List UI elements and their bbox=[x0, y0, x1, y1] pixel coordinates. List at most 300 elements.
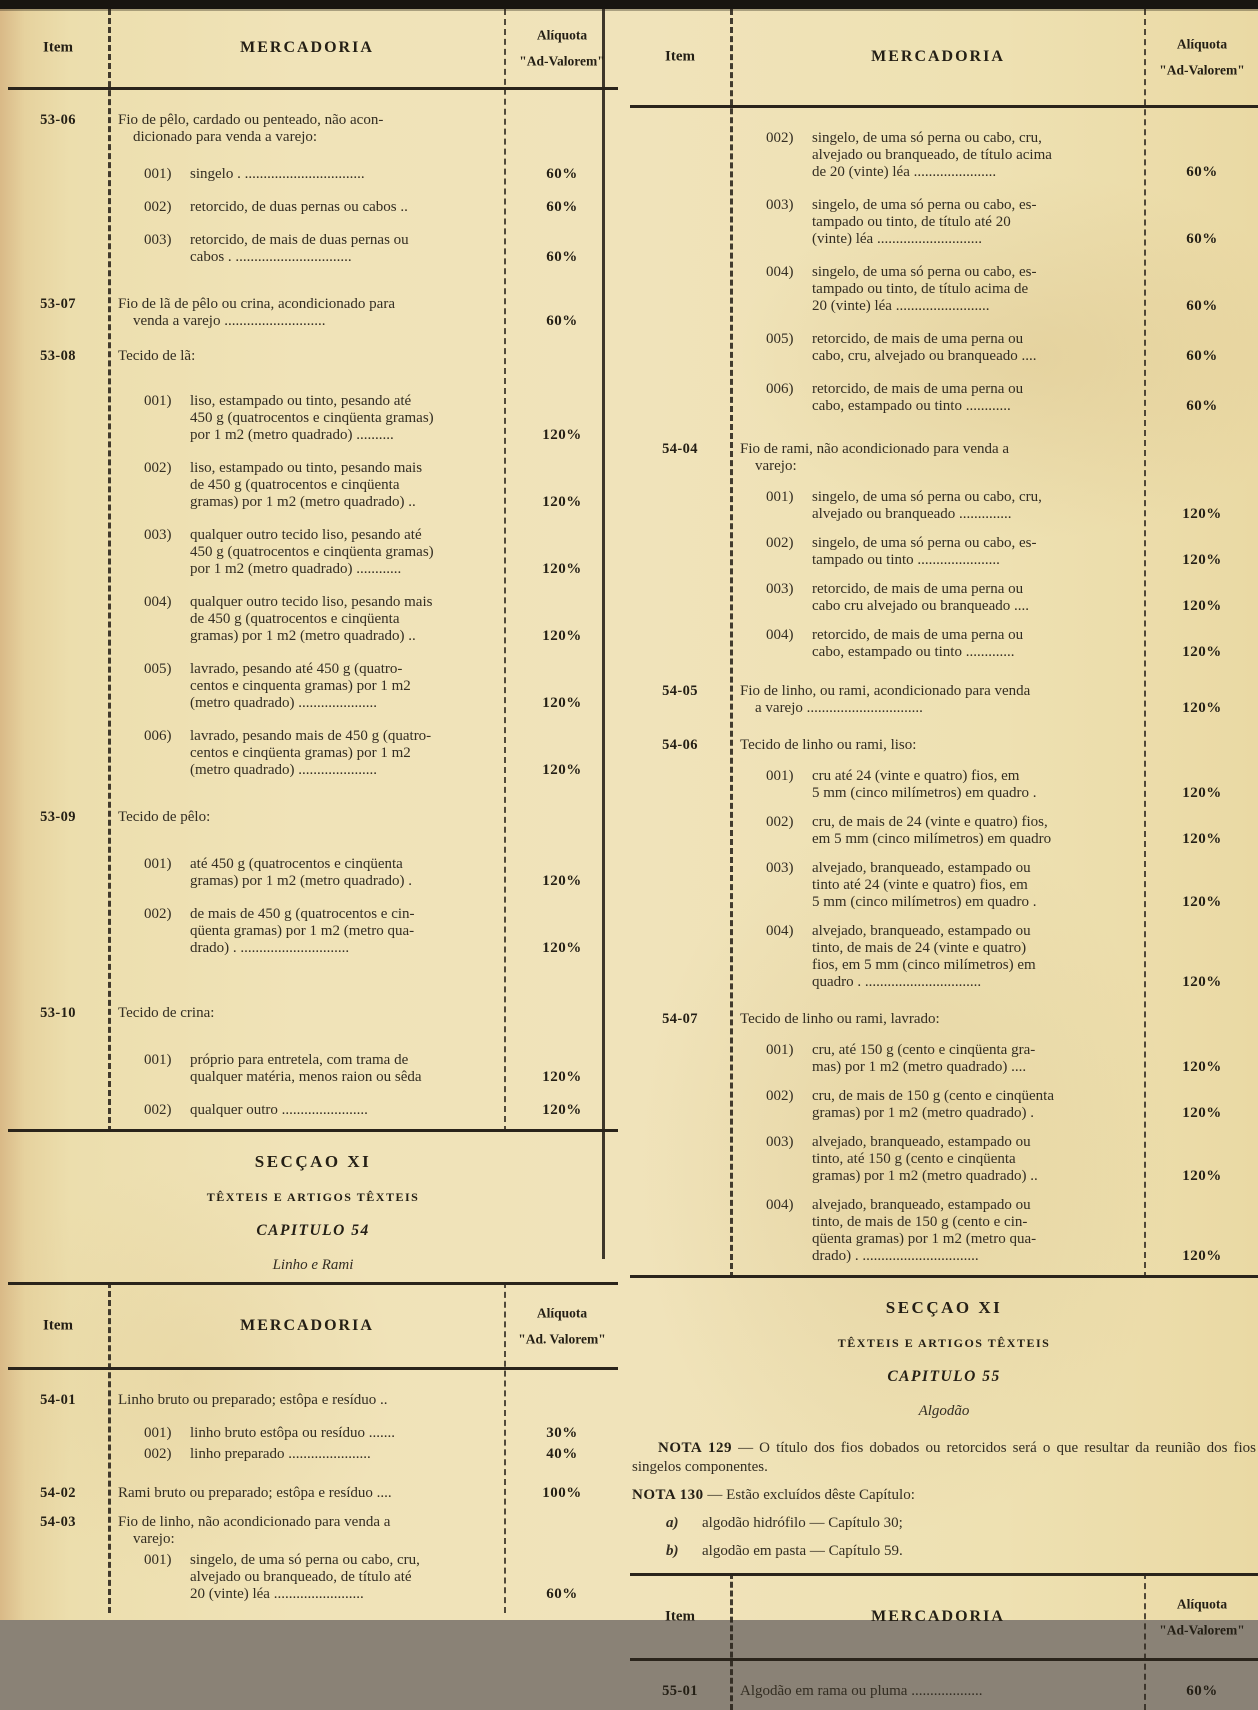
header-item-label: Item bbox=[665, 1608, 695, 1625]
sub-item-number: 002) bbox=[766, 814, 794, 830]
main-text bbox=[118, 809, 506, 826]
sub-item-wrap bbox=[740, 381, 1146, 415]
item-description bbox=[730, 737, 1258, 991]
note-list-text: algodão em pasta — Capítulo 59. bbox=[702, 1543, 903, 1559]
entry-group bbox=[118, 661, 618, 712]
tariff-table bbox=[630, 9, 1258, 1278]
main-text bbox=[118, 1005, 506, 1022]
entry-group bbox=[740, 130, 1258, 181]
header-aliquota-label bbox=[1146, 1591, 1258, 1642]
item-number: 54-02 bbox=[40, 1485, 76, 1501]
sub-item-wrap bbox=[118, 199, 506, 216]
description-line: Fio de rami, não acondicionado para venda a bbox=[740, 441, 1010, 457]
item-number bbox=[630, 130, 730, 415]
description-line: lavrado, pesando mais de 450 g (quatro- bbox=[190, 728, 432, 744]
main-text bbox=[118, 1392, 506, 1409]
description-line: (vinte) léa ............................ bbox=[812, 231, 982, 247]
description-line: tinto, de mais de 150 g (cento e cin- bbox=[812, 1214, 1028, 1230]
tariff-row bbox=[630, 130, 1258, 415]
description-line: de mais de 450 g (quatrocentos e cin- bbox=[190, 906, 415, 922]
description-line: gramas) por 1 m2 (metro quadrado) . bbox=[190, 873, 413, 889]
sub-item bbox=[740, 1197, 1146, 1265]
description-line: gramas) por 1 m2 (metro quadrado) . bbox=[812, 1105, 1035, 1121]
tariff-table bbox=[8, 9, 618, 1132]
entry-group bbox=[740, 264, 1258, 315]
header-aliquota-line2: "Ad-Valorem" bbox=[519, 53, 605, 68]
tariff-row bbox=[8, 1005, 618, 1119]
sub-item-lines bbox=[190, 166, 506, 183]
sub-item-wrap bbox=[740, 768, 1146, 802]
description-line: tinto, até 150 g (cento e cinqüenta bbox=[812, 1151, 1016, 1167]
sub-item-wrap bbox=[118, 856, 506, 890]
sub-item-lines bbox=[190, 1052, 506, 1086]
sub-item-lines bbox=[812, 264, 1146, 315]
description-line: qüenta gramas) por 1 m2 (metro qua- bbox=[190, 923, 415, 939]
rate-value: 30% bbox=[546, 1425, 578, 1441]
table-body bbox=[8, 1370, 618, 1613]
description-line: 450 g (quatrocentos e cinqüenta gramas) bbox=[190, 410, 434, 426]
header-aliquota-line1: Alíquota bbox=[1176, 36, 1228, 52]
description-line: alvejado, branqueado, estampado ou bbox=[812, 1134, 1031, 1150]
sub-item bbox=[740, 814, 1146, 848]
sub-item-lines bbox=[190, 199, 506, 216]
description-line: retorcido, de mais de uma perna ou bbox=[812, 581, 1024, 597]
entry-group bbox=[118, 460, 618, 511]
entry-group bbox=[740, 683, 1258, 717]
rate-value: 120% bbox=[542, 695, 582, 711]
description-line: singelo, de uma só perna ou cabo, es- bbox=[812, 535, 1037, 551]
sub-item-number: 001) bbox=[144, 1552, 172, 1568]
sub-item-wrap bbox=[740, 581, 1146, 615]
item-number: 53-07 bbox=[40, 296, 76, 312]
header-aliquota-label bbox=[1146, 31, 1258, 82]
description-line: cru, de mais de 150 g (cento e cinqüenta bbox=[812, 1088, 1054, 1104]
description-line: por 1 m2 (metro quadrado) ............ bbox=[190, 561, 402, 577]
sub-item-wrap bbox=[118, 166, 506, 183]
entry-group bbox=[740, 737, 1258, 754]
tariff-table bbox=[8, 1282, 618, 1613]
note-list-label: b) bbox=[666, 1543, 679, 1559]
rate-value: 120% bbox=[1182, 1168, 1222, 1184]
rate-value: 120% bbox=[542, 1069, 582, 1085]
sub-item-wrap bbox=[118, 1052, 506, 1086]
description-line: cru, de mais de 24 (vinte e quatro) fios, bbox=[812, 814, 1048, 830]
rate-value: 60% bbox=[546, 313, 578, 329]
entry-group bbox=[118, 1514, 618, 1548]
entry-group bbox=[118, 348, 618, 365]
sub-item-wrap bbox=[740, 264, 1146, 315]
rate-value: 120% bbox=[1182, 598, 1222, 614]
sub-item-lines bbox=[190, 728, 506, 779]
description-line: gramas) por 1 m2 (metro quadrado) .. bbox=[190, 494, 416, 510]
description-line: dicionado para venda a varejo: bbox=[133, 129, 318, 145]
sub-item-number: 001) bbox=[144, 166, 172, 182]
description-line: 20 (vinte) léa ......................... bbox=[812, 298, 990, 314]
main-text bbox=[740, 1683, 1146, 1700]
entry-group bbox=[118, 856, 618, 890]
sub-item-number: 003) bbox=[766, 197, 794, 213]
sub-item bbox=[118, 232, 506, 266]
description-line: drado) . ............................... bbox=[812, 1248, 979, 1264]
sub-item bbox=[740, 1134, 1146, 1185]
sub-item bbox=[118, 594, 506, 645]
main-text bbox=[118, 1485, 506, 1502]
sub-item-lines bbox=[190, 460, 506, 511]
description-line: Rami bruto ou preparado; estôpa e resíduo .... bbox=[118, 1485, 392, 1501]
description-line: Tecido de lã: bbox=[118, 348, 196, 364]
rate-value: 120% bbox=[1182, 506, 1222, 522]
section-subtitle: TÊXTEIS E ARTIGOS TÊXTEIS bbox=[837, 1336, 1051, 1350]
entry-group bbox=[118, 199, 618, 216]
rate-value: 60% bbox=[1186, 164, 1218, 180]
sub-item-lines bbox=[190, 232, 506, 266]
item-number: 54-01 bbox=[40, 1392, 76, 1408]
entry-group bbox=[118, 166, 618, 183]
description-line: singelo, de uma só perna ou cabo, es- bbox=[812, 197, 1037, 213]
sub-item-number: 004) bbox=[144, 594, 172, 610]
header-mercadoria-label: MERCADORIA bbox=[871, 1608, 1005, 1625]
rate-value: 120% bbox=[1182, 894, 1222, 910]
rate-value: 120% bbox=[1182, 700, 1222, 716]
description-line: liso, estampado ou tinto, pesando até bbox=[190, 393, 412, 409]
sub-item-lines bbox=[812, 1042, 1146, 1076]
rate-value: 120% bbox=[1182, 1248, 1222, 1264]
sub-item-number: 001) bbox=[766, 1042, 794, 1058]
rate-value: 120% bbox=[1182, 644, 1222, 660]
sub-item-wrap bbox=[740, 1197, 1146, 1265]
description-line: gramas) por 1 m2 (metro quadrado) .. bbox=[812, 1168, 1038, 1184]
sub-item-number: 001) bbox=[144, 1425, 172, 1441]
sub-item-number: 005) bbox=[144, 661, 172, 677]
sub-item-lines bbox=[812, 1197, 1146, 1265]
sub-item bbox=[118, 1552, 506, 1603]
entry-group bbox=[740, 860, 1258, 911]
rate-value: 60% bbox=[1186, 398, 1218, 414]
entry-group bbox=[118, 1102, 618, 1119]
entry-group bbox=[118, 906, 618, 957]
header-mercadoria-label: MERCADORIA bbox=[240, 39, 374, 56]
entry-group bbox=[118, 1425, 618, 1442]
description-line: 5 mm (cinco milímetros) em quadro . bbox=[812, 894, 1037, 910]
sub-item-lines bbox=[812, 535, 1146, 569]
sub-item-number: 002) bbox=[766, 130, 794, 146]
description-line: venda a varejo ........................... bbox=[133, 313, 326, 329]
sub-item-number: 006) bbox=[144, 728, 172, 744]
main-text bbox=[118, 348, 506, 365]
sub-item bbox=[740, 1042, 1146, 1076]
entry-group bbox=[118, 594, 618, 645]
description-line: Tecido de linho ou rami, liso: bbox=[740, 737, 917, 753]
tariff-table bbox=[630, 1573, 1258, 1710]
rate-value: 120% bbox=[542, 1102, 582, 1118]
sub-item-wrap bbox=[740, 1042, 1146, 1076]
entry-group bbox=[740, 1088, 1258, 1122]
sub-item-lines bbox=[190, 1102, 506, 1119]
sub-item-wrap bbox=[740, 814, 1146, 848]
description-line: cabo, cru, alvejado ou branqueado .... bbox=[812, 348, 1037, 364]
description-line: por 1 m2 (metro quadrado) .......... bbox=[190, 427, 394, 443]
description-line: qualquer outro ....................... bbox=[190, 1102, 368, 1118]
sub-item-lines bbox=[812, 923, 1146, 991]
entry-group bbox=[740, 381, 1258, 415]
rate-value: 60% bbox=[1186, 231, 1218, 247]
description-line: retorcido, de mais de uma perna ou bbox=[812, 627, 1024, 643]
sub-item bbox=[740, 489, 1146, 523]
sub-item bbox=[740, 264, 1146, 315]
item-description bbox=[108, 809, 618, 957]
header-aliquota-line2: "Ad-Valorem" bbox=[1159, 62, 1245, 77]
entry-group bbox=[118, 1052, 618, 1086]
sub-item-lines bbox=[190, 393, 506, 444]
item-divider-line bbox=[730, 9, 733, 1278]
description-line: 5 mm (cinco milímetros) em quadro . bbox=[812, 785, 1037, 801]
header-item-label: Item bbox=[43, 1317, 73, 1334]
description-line: (metro quadrado) ..................... bbox=[190, 695, 378, 711]
item-number: 53-06 bbox=[40, 112, 76, 128]
description-line: tinto até 24 (vinte e quatro) fios, em bbox=[812, 877, 1028, 893]
sub-item-number: 003) bbox=[766, 581, 794, 597]
item-number: 53-10 bbox=[40, 1005, 76, 1021]
sub-item-number: 002) bbox=[144, 199, 172, 215]
description-line: centos e cinqüenta gramas) por 1 m2 bbox=[190, 745, 411, 761]
sub-item bbox=[740, 627, 1146, 661]
item-description bbox=[730, 441, 1258, 661]
table-header-row bbox=[8, 9, 618, 90]
description-line: cru, até 150 g (cento e cinqüenta gra- bbox=[812, 1042, 1036, 1058]
sub-item-lines bbox=[812, 197, 1146, 248]
header-item-label: Item bbox=[665, 48, 695, 65]
description-line: gramas) por 1 m2 (metro quadrado) .. bbox=[190, 628, 416, 644]
tariff-row bbox=[8, 1514, 618, 1603]
table-header-row bbox=[630, 9, 1258, 108]
main-text bbox=[740, 441, 1146, 475]
chapter-heading: CAPITULO 55 bbox=[887, 1368, 1001, 1385]
rate-value: 60% bbox=[1186, 1683, 1218, 1699]
item-number: 53-08 bbox=[40, 348, 76, 364]
description-line: Tecido de linho ou rami, lavrado: bbox=[740, 1011, 940, 1027]
sub-item-lines bbox=[812, 814, 1146, 848]
sub-item-lines bbox=[812, 130, 1146, 181]
note-list-text: algodão hidrófilo — Capítulo 30; bbox=[702, 1515, 903, 1531]
description-line: alvejado ou branqueado, de título até bbox=[190, 1569, 412, 1585]
description-line: Tecido de crina: bbox=[118, 1005, 215, 1021]
entry-group bbox=[118, 527, 618, 578]
entry-group bbox=[740, 581, 1258, 615]
sub-item-number: 002) bbox=[144, 906, 172, 922]
sub-item-number: 001) bbox=[766, 489, 794, 505]
entry-group bbox=[740, 768, 1258, 802]
table-body bbox=[630, 108, 1258, 1278]
description-line: de 20 (vinte) léa ...................... bbox=[812, 164, 997, 180]
description-line: qualquer outro tecido liso, pesando mais bbox=[190, 594, 433, 610]
sub-item-wrap bbox=[118, 1552, 506, 1603]
sub-item-wrap bbox=[740, 197, 1146, 248]
sub-item-lines bbox=[812, 1134, 1146, 1185]
tariff-row bbox=[630, 1011, 1258, 1265]
item-number: 55-01 bbox=[662, 1683, 698, 1699]
sub-item bbox=[118, 1102, 506, 1119]
sub-item-number: 005) bbox=[766, 331, 794, 347]
sub-item-wrap bbox=[740, 860, 1146, 911]
description-line: lavrado, pesando até 450 g (quatro- bbox=[190, 661, 403, 677]
entry-group bbox=[740, 1042, 1258, 1076]
entry-group bbox=[740, 197, 1258, 248]
header-aliquota-line1: Alíquota bbox=[536, 1305, 588, 1321]
entry-group bbox=[118, 809, 618, 826]
description-line: Tecido de pêlo: bbox=[118, 809, 211, 825]
item-number: 54-03 bbox=[40, 1514, 76, 1530]
description-line: tampado ou tinto ...................... bbox=[812, 552, 1000, 568]
item-description bbox=[108, 1485, 618, 1502]
description-line: Fio de linho, ou rami, acondicionado para venda bbox=[740, 683, 1031, 699]
description-line: 450 g (quatrocentos e cinqüenta gramas) bbox=[190, 544, 434, 560]
sub-item-lines bbox=[812, 768, 1146, 802]
entry-group bbox=[740, 331, 1258, 365]
section-title: SECÇAO XI bbox=[885, 1298, 1003, 1317]
sub-item bbox=[118, 393, 506, 444]
note-list-item bbox=[632, 1542, 1256, 1561]
rate-value: 120% bbox=[1182, 1105, 1222, 1121]
description-line: quadro . ............................... bbox=[812, 974, 982, 990]
sub-item-wrap bbox=[118, 232, 506, 266]
entry-group bbox=[740, 814, 1258, 848]
sub-item-wrap bbox=[118, 661, 506, 712]
section-title: SECÇAO XI bbox=[254, 1152, 372, 1171]
sub-item-wrap bbox=[118, 1102, 506, 1119]
entry-group bbox=[118, 296, 618, 330]
note-label: NOTA 129 bbox=[658, 1440, 732, 1456]
sub-item-lines bbox=[190, 527, 506, 578]
sub-item-lines bbox=[812, 331, 1146, 365]
rate-divider-line bbox=[1144, 9, 1146, 1278]
description-line: mas) por 1 m2 (metro quadrado) .... bbox=[812, 1059, 1027, 1075]
entry-group bbox=[118, 1392, 618, 1409]
sub-item-lines bbox=[812, 489, 1146, 523]
description-line: retorcido, de mais de duas pernas ou bbox=[190, 232, 409, 248]
description-line: a varejo ............................... bbox=[755, 700, 923, 716]
entry-group bbox=[740, 1197, 1258, 1265]
description-line: singelo, de uma só perna ou cabo, cru, bbox=[190, 1552, 420, 1568]
chapter-name: Linho e Rami bbox=[272, 1257, 354, 1273]
sub-item-wrap bbox=[740, 489, 1146, 523]
rate-divider-line bbox=[504, 9, 506, 1132]
sub-item-lines bbox=[190, 594, 506, 645]
description-line: alvejado ou branqueado .............. bbox=[812, 506, 1012, 522]
description-line: de 450 g (quatrocentos e cinqüenta bbox=[190, 611, 400, 627]
entry-group bbox=[740, 923, 1258, 991]
sub-item-wrap bbox=[118, 393, 506, 444]
entry-group bbox=[118, 1552, 618, 1603]
rate-value: 100% bbox=[542, 1485, 582, 1501]
rate-value: 120% bbox=[1182, 831, 1222, 847]
sub-item-lines bbox=[190, 1446, 506, 1463]
item-description bbox=[108, 1005, 618, 1119]
description-line: qüenta gramas) por 1 m2 (metro qua- bbox=[812, 1231, 1037, 1247]
entry-group bbox=[118, 393, 618, 444]
sub-item-number: 004) bbox=[766, 627, 794, 643]
tariff-row bbox=[8, 809, 618, 957]
header-aliquota-label bbox=[506, 22, 618, 73]
description-line: tampado ou tinto, de título acima de bbox=[812, 281, 1029, 297]
sub-item bbox=[118, 527, 506, 578]
description-line: retorcido, de duas pernas ou cabos .. bbox=[190, 199, 408, 215]
description-line: retorcido, de mais de uma perna ou bbox=[812, 331, 1024, 347]
rate-value: 120% bbox=[542, 427, 582, 443]
entry-group bbox=[118, 1446, 618, 1463]
chapter-heading: CAPITULO 54 bbox=[256, 1222, 370, 1239]
rate-value: 120% bbox=[542, 561, 582, 577]
rate-value: 120% bbox=[542, 494, 582, 510]
page-top-edge bbox=[0, 0, 1258, 9]
sub-item bbox=[118, 460, 506, 511]
description-line: singelo, de uma só perna ou cabo, cru, bbox=[812, 489, 1042, 505]
description-line: alvejado, branqueado, estampado ou bbox=[812, 860, 1031, 876]
main-text bbox=[118, 296, 506, 330]
sub-item bbox=[118, 199, 506, 216]
sub-item-wrap bbox=[740, 535, 1146, 569]
entry-group bbox=[118, 1485, 618, 1502]
sub-item-lines bbox=[812, 627, 1146, 661]
sub-item-wrap bbox=[118, 906, 506, 957]
description-line: varejo: bbox=[133, 1531, 175, 1547]
sub-item-lines bbox=[190, 1425, 506, 1442]
rate-value: 120% bbox=[1182, 1059, 1222, 1075]
table-body bbox=[8, 90, 618, 1132]
sub-item-number: 003) bbox=[766, 860, 794, 876]
sub-item bbox=[740, 535, 1146, 569]
sub-item-lines bbox=[190, 1552, 506, 1603]
description-line: linho preparado ...................... bbox=[190, 1446, 371, 1462]
sub-item-number: 001) bbox=[144, 856, 172, 872]
description-line: singelo, de uma só perna ou cabo, es- bbox=[812, 264, 1037, 280]
item-description bbox=[108, 348, 618, 779]
tariff-row bbox=[8, 1392, 618, 1463]
sub-item bbox=[740, 130, 1146, 181]
description-line: de 450 g (quatrocentos e cinqüenta bbox=[190, 477, 400, 493]
sub-item bbox=[740, 860, 1146, 911]
sub-item bbox=[118, 856, 506, 890]
sub-item bbox=[740, 381, 1146, 415]
rate-value: 120% bbox=[542, 628, 582, 644]
rate-value: 120% bbox=[542, 762, 582, 778]
sub-item-wrap bbox=[118, 594, 506, 645]
sub-item bbox=[118, 661, 506, 712]
description-line: Fio de linho, não acondicionado para venda a bbox=[118, 1514, 391, 1530]
sub-item-number: 004) bbox=[766, 1197, 794, 1213]
description-line: qualquer outro tecido liso, pesando até bbox=[190, 527, 422, 543]
sub-item-wrap bbox=[740, 1134, 1146, 1185]
main-text bbox=[740, 737, 1146, 754]
sub-item-wrap bbox=[118, 1446, 506, 1463]
sub-item-lines bbox=[812, 381, 1146, 415]
rate-value: 60% bbox=[546, 249, 578, 265]
entry-group bbox=[740, 1011, 1258, 1028]
sub-item-lines bbox=[812, 1088, 1146, 1122]
entry-group bbox=[118, 1005, 618, 1022]
sub-item-number: 002) bbox=[144, 1102, 172, 1118]
sub-item-wrap bbox=[740, 1088, 1146, 1122]
entry-group bbox=[118, 728, 618, 779]
sub-item-wrap bbox=[740, 130, 1146, 181]
description-line: cabos . ............................... bbox=[190, 249, 352, 265]
main-text bbox=[740, 1011, 1146, 1028]
entry-group bbox=[740, 441, 1258, 475]
sub-item-wrap bbox=[740, 627, 1146, 661]
item-description bbox=[730, 130, 1258, 415]
rate-value: 60% bbox=[546, 199, 578, 215]
sub-item bbox=[118, 906, 506, 957]
sub-item-lines bbox=[812, 581, 1146, 615]
